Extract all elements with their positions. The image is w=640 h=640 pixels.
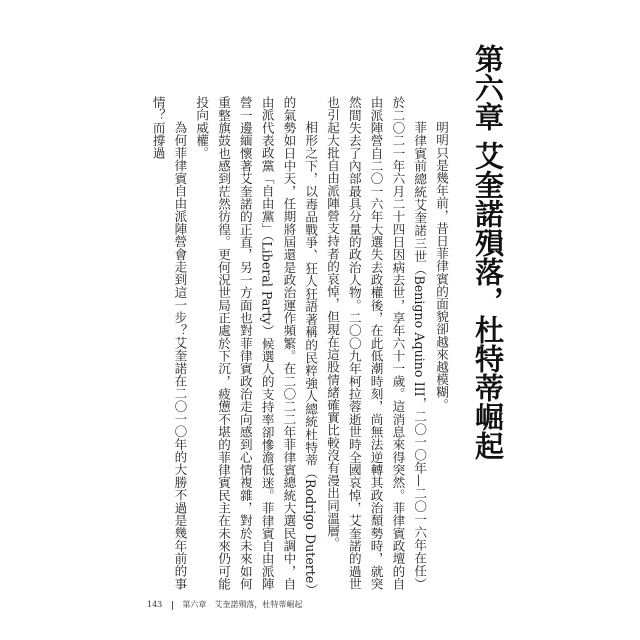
body-text bbox=[140, 96, 452, 590]
paragraph-2: 菲律賓前總統艾奎諾三世（Benigno Aquino III，二〇一〇年—二〇一六年在任）於二〇二一年六月二十四日因病去世，享年六十一歲。這消息來得突然。菲律賓政壇的自由派陣營自二〇一六年大選失去政權後，在此低潮時刻，尚無法逆轉其政治頹勢時，就突然間失去了內部最具分量的政治人物。二〇〇九年柯拉蓉逝世時全國哀悼，艾奎諾的過世也引起大批自由派陣營支持者的哀悼，但現在這股情緒確實比較沒有漫出同溫層。 bbox=[325, 96, 428, 590]
page-number: 143 bbox=[147, 600, 163, 609]
page-footer bbox=[147, 599, 302, 610]
paragraph-1: 明明只是幾年前，昔日菲律賓的面貌卻越來越模糊。 bbox=[434, 121, 449, 411]
footer-separator bbox=[172, 601, 173, 610]
chapter-title: 第六章 艾奎諾殞落，杜特蒂崛起 bbox=[471, 44, 505, 461]
paragraph-4: 為何菲律賓自由派陣營會走到這一步？艾奎諾在二〇一〇年的大勝不過是幾年前的事情？而撐過 bbox=[150, 96, 188, 590]
running-head: 第六章 艾奎諾殞落，杜特蒂崛起 bbox=[182, 600, 303, 609]
paragraph-3: 相形之下，以毒品戰爭、狂人狂語著稱的民粹強人總統杜特蒂（Rodrigo Duterte）的氣勢如日中天，任期將屆還是政治運作頻繁。在二〇二二年菲律賓總統大選民調中，自由派代表政黨「自由黨」（Liberal Party）候選人的支持率卻慘澹低迷。菲律賓自由派陣營一邊緬懷著艾奎諾的正直，另一方面也對菲律賓政治走向感到心情複雜，對於未來如何重整旗鼓也感到茫然彷徨。更何況世局正處於下沉，疲憊不堪的菲律賓民主在未來仍可能投向威權。 bbox=[194, 96, 319, 590]
